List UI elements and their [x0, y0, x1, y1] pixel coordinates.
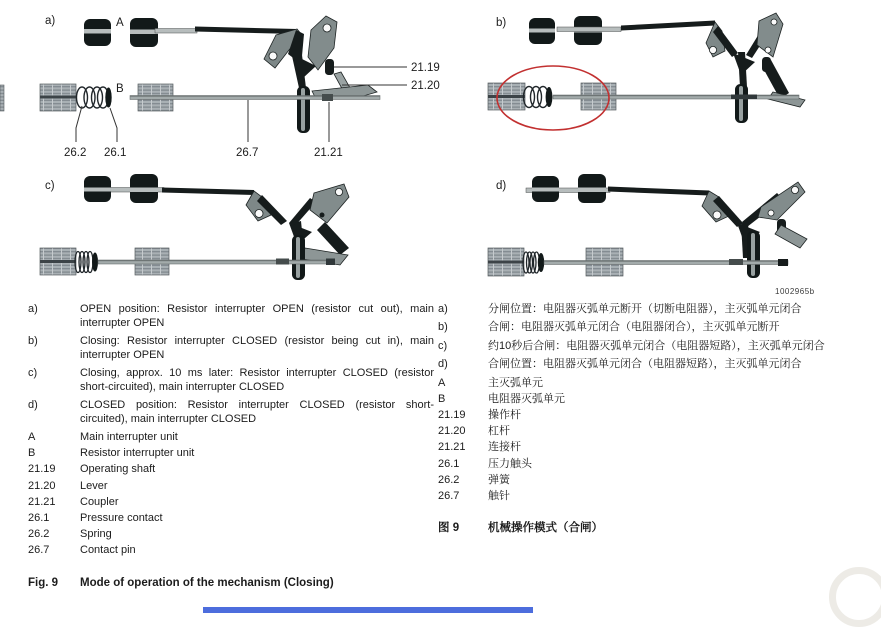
panel-label-a: a): [45, 15, 56, 27]
legend-key: A: [438, 376, 446, 389]
legend-text: 约10秒后合闸：电阻器灭弧单元闭合（电阻器短路），主灭弧单元闭合: [488, 339, 825, 352]
part-label-21-21: 21.21: [314, 147, 343, 159]
legend-row: [438, 425, 862, 439]
part-label-21-20: 21.20: [411, 80, 440, 92]
legend-text: Pressure contact: [80, 511, 163, 524]
part-label-A: A: [116, 17, 124, 29]
legend-key: 26.2: [28, 528, 50, 541]
panel-label-c: c): [45, 180, 55, 192]
legend-key: c): [438, 339, 448, 352]
legend-key: a): [28, 303, 38, 315]
legend-text: CLOSED position: Resistor interrupter CLOSED (resistor short-circuited), main interrupter CLOSED: [80, 398, 434, 425]
legend-row: [28, 447, 434, 461]
legend-key: c): [28, 366, 38, 379]
legend-text: 合闸位置：电阻器灭弧单元闭合（电阻器短路），主灭弧单元闭合: [488, 358, 802, 371]
legend-text: 电阻器灭弧单元: [488, 392, 565, 405]
legend-key: d): [28, 398, 38, 411]
legend-text: Resistor interrupter unit: [80, 447, 195, 460]
legend-row: [438, 490, 862, 504]
legend-text: 主灭弧单元: [488, 376, 543, 389]
caption-label: Fig. 9: [28, 576, 59, 589]
resistor-contact-left: [488, 83, 525, 110]
mechanism-diagram-c: [0, 165, 440, 300]
legend-text: 分闸位置：电阻器灭弧单元断开（切断电阻器），主灭弧单元闭合: [488, 303, 802, 315]
legend-row: [28, 496, 434, 510]
edge-contact-sliver: [0, 85, 4, 111]
legend-row: [438, 393, 862, 407]
figure-caption-zh: [438, 521, 862, 535]
operating-rod: [155, 27, 297, 35]
panel-label-b: b): [496, 17, 507, 29]
legend-key: a): [438, 303, 448, 315]
legend-row: [28, 463, 434, 477]
callout-21-19: [334, 62, 440, 74]
drive-cylinder: [297, 86, 310, 133]
legend-key: 21.19: [28, 463, 56, 476]
caption-label: 图 9: [438, 522, 460, 535]
legend-text: 杠杆: [488, 425, 510, 438]
legend-row: [438, 441, 862, 455]
figure-panel-c: [0, 165, 440, 300]
mechanism-diagram-a: [0, 0, 440, 165]
main-interrupter-contacts: [84, 174, 164, 203]
operating-rod: [162, 188, 254, 196]
pressure-contact-disc: [105, 88, 111, 108]
legend-text: Closing: Resistor interrupter CLOSED (resistor being cut in), main interrupter OPEN: [80, 334, 434, 361]
spring: [77, 87, 109, 108]
caption-text: Mode of operation of the mechanism (Closing): [80, 576, 334, 589]
legend-key: 21.20: [438, 425, 466, 438]
legend-text: 触针: [488, 489, 510, 502]
legend-text: OPEN position: Resistor interrupter OPEN (resistor cut out), main interrupter OPEN: [80, 303, 434, 329]
contact-pin-rod: [553, 95, 799, 100]
legend-row: [438, 340, 862, 354]
legend-text: 操作杆: [488, 408, 521, 421]
legend-key: 21.20: [28, 479, 56, 492]
drive-cylinder: [735, 84, 748, 123]
legend-key: 26.1: [28, 511, 50, 524]
panel-label-d: d): [496, 180, 507, 192]
figure-panel-b: [441, 0, 881, 165]
legend-key: 26.2: [438, 473, 460, 486]
legend-key: d): [438, 358, 448, 371]
legend-row: [438, 377, 862, 391]
legend-text: Closing, approx. 10 ms later: Resistor interrupter CLOSED (resistor short-circuited), main interrupter CLOSED: [80, 366, 434, 393]
linkage-claw: [264, 16, 377, 99]
legend-row: [28, 367, 434, 394]
spring-compressed: [523, 252, 540, 273]
legend-english: [28, 303, 434, 590]
legend-text: Operating shaft: [80, 463, 156, 476]
legend-text: Lever: [80, 479, 108, 492]
legend-row: [438, 303, 862, 317]
bottom-callout-lines: [76, 100, 329, 142]
part-label-26-2: 26.2: [64, 147, 87, 159]
legend-text: 连接杆: [488, 441, 521, 454]
linkage-claw: [706, 13, 805, 107]
bottom-progress-bar: [203, 607, 533, 613]
legend-row: [28, 528, 434, 542]
drive-cylinder: [292, 235, 305, 280]
part-label-26-7: 26.7: [236, 147, 259, 159]
legend-row: [438, 458, 862, 472]
legend-text: Coupler: [80, 495, 119, 508]
figure-caption-en: [28, 576, 434, 590]
caption-text: 机械操作模式（合闸）: [488, 522, 603, 535]
legend-key: 21.19: [438, 408, 466, 421]
operating-rod: [608, 187, 709, 196]
pressure-contact-disc: [92, 253, 98, 272]
figure-panel-a: [0, 0, 440, 165]
main-interrupter-contacts: [526, 174, 610, 203]
legend-key: b): [438, 321, 448, 334]
legend-key: 21.21: [28, 495, 56, 508]
resistor-contact-left: [488, 248, 524, 276]
legend-chinese: [438, 303, 862, 535]
legend-key: 21.21: [438, 441, 466, 454]
spring-compressed: [75, 252, 93, 273]
legend-key: 26.7: [28, 544, 50, 557]
legend-key: A: [28, 430, 36, 443]
mechanism-diagram-d: [441, 165, 881, 300]
legend-text: 压力触头: [488, 457, 532, 470]
legend-key: b): [28, 334, 38, 347]
resistor-contact-left: [40, 84, 76, 111]
legend-key: B: [438, 392, 446, 405]
legend-row: [28, 431, 434, 445]
legend-row: [438, 321, 862, 335]
legend-row: [28, 544, 434, 558]
drawing-reference: 1002965b: [775, 287, 815, 296]
figure-panel-d: [441, 165, 881, 300]
legend-row: [28, 303, 434, 330]
legend-row: [438, 474, 862, 488]
drive-cylinder: [747, 231, 760, 278]
legend-row: [28, 512, 434, 526]
legend-text: Spring: [80, 528, 112, 541]
mechanism-diagram-b: [441, 0, 881, 165]
legend-row: [28, 480, 434, 494]
legend-key: 26.1: [438, 457, 460, 470]
legend-text: 合闸：电阻器灭弧单元闭合（电阻器闭合），主灭弧单元断开: [488, 321, 780, 334]
pressure-contact-disc: [546, 87, 553, 107]
resistor-contact-left: [40, 248, 76, 275]
legend-text: 弹簧: [488, 473, 510, 486]
legend-key: 26.7: [438, 489, 460, 502]
legend-row: [28, 399, 434, 426]
part-label-21-19: 21.19: [411, 62, 440, 74]
spring: [524, 87, 549, 108]
legend-row: [438, 358, 862, 372]
legend-row: [438, 409, 862, 423]
pressure-contact-disc: [538, 253, 544, 272]
legend-row: [28, 335, 434, 362]
legend-text: Contact pin: [80, 544, 136, 557]
watermark-ring: [829, 567, 881, 627]
part-label-B: B: [116, 83, 124, 95]
legend-key: B: [28, 447, 36, 460]
part-label-26-1: 26.1: [104, 147, 127, 159]
legend-text: Main interrupter unit: [80, 430, 178, 443]
